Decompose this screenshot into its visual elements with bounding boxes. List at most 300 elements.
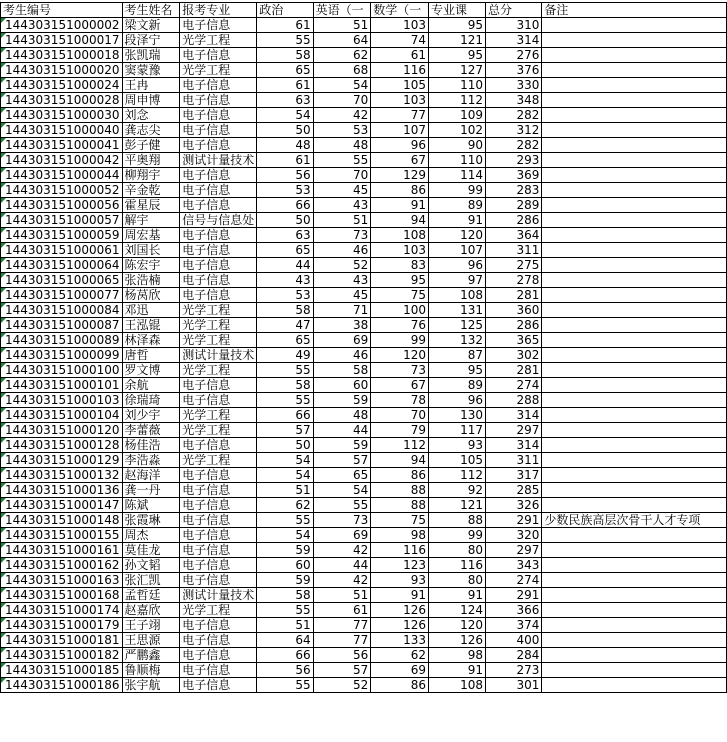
note-cell[interactable] [542, 588, 727, 603]
math-cell[interactable]: 95 [371, 273, 429, 288]
politics-cell[interactable]: 59 [257, 543, 313, 558]
major-cell[interactable]: 电子信息 [180, 18, 257, 33]
total-cell[interactable]: 273 [486, 663, 542, 678]
politics-cell[interactable]: 54 [257, 108, 313, 123]
politics-cell[interactable]: 54 [257, 528, 313, 543]
major-course-cell[interactable]: 98 [429, 648, 486, 663]
politics-cell[interactable]: 66 [257, 198, 313, 213]
major-course-cell[interactable]: 89 [429, 378, 486, 393]
name-cell[interactable]: 刘少宇 [122, 408, 180, 423]
total-cell[interactable]: 293 [486, 153, 542, 168]
note-cell[interactable] [542, 663, 727, 678]
math-cell[interactable]: 86 [371, 678, 429, 693]
math-cell[interactable]: 105 [371, 78, 429, 93]
major-cell[interactable]: 电子信息 [180, 618, 257, 633]
note-cell[interactable] [542, 213, 727, 228]
name-cell[interactable]: 余航 [122, 378, 180, 393]
major-course-cell[interactable]: 95 [429, 48, 486, 63]
politics-cell[interactable]: 47 [257, 318, 313, 333]
english-cell[interactable]: 61 [313, 603, 371, 618]
name-cell[interactable]: 柳翔宇 [122, 168, 180, 183]
total-cell[interactable]: 311 [486, 243, 542, 258]
name-cell[interactable]: 刘念 [122, 108, 180, 123]
total-cell[interactable]: 374 [486, 618, 542, 633]
name-cell[interactable]: 陈宏宇 [122, 258, 180, 273]
total-cell[interactable]: 314 [486, 438, 542, 453]
math-cell[interactable]: 78 [371, 393, 429, 408]
politics-cell[interactable]: 43 [257, 273, 313, 288]
note-cell[interactable] [542, 63, 727, 78]
major-cell[interactable]: 测试计量技术 [180, 588, 257, 603]
major-course-cell[interactable]: 125 [429, 318, 486, 333]
total-cell[interactable]: 301 [486, 678, 542, 693]
header-cell-major-course[interactable]: 专业课 [429, 3, 486, 18]
exam-id-cell[interactable]: 144303151000089 [1, 333, 123, 348]
major-course-cell[interactable]: 131 [429, 303, 486, 318]
note-cell[interactable] [542, 573, 727, 588]
politics-cell[interactable]: 66 [257, 648, 313, 663]
exam-id-cell[interactable]: 144303151000044 [1, 168, 123, 183]
name-cell[interactable]: 周杰 [122, 528, 180, 543]
major-cell[interactable]: 光学工程 [180, 453, 257, 468]
name-cell[interactable]: 龚志尖 [122, 123, 180, 138]
header-cell-name[interactable]: 考生姓名 [122, 3, 180, 18]
major-cell[interactable]: 电子信息 [180, 438, 257, 453]
note-cell[interactable] [542, 423, 727, 438]
total-cell[interactable]: 376 [486, 63, 542, 78]
name-cell[interactable]: 霍星辰 [122, 198, 180, 213]
note-cell[interactable] [542, 348, 727, 363]
major-cell[interactable]: 电子信息 [180, 288, 257, 303]
name-cell[interactable]: 孟哲廷 [122, 588, 180, 603]
exam-id-cell[interactable]: 144303151000163 [1, 573, 123, 588]
major-course-cell[interactable]: 92 [429, 483, 486, 498]
math-cell[interactable]: 75 [371, 513, 429, 528]
major-cell[interactable]: 信号与信息处 [180, 213, 257, 228]
note-cell[interactable] [542, 33, 727, 48]
note-cell[interactable] [542, 558, 727, 573]
english-cell[interactable]: 42 [313, 543, 371, 558]
major-cell[interactable]: 光学工程 [180, 363, 257, 378]
math-cell[interactable]: 103 [371, 243, 429, 258]
major-cell[interactable]: 光学工程 [180, 303, 257, 318]
total-cell[interactable]: 291 [486, 588, 542, 603]
major-course-cell[interactable]: 91 [429, 588, 486, 603]
total-cell[interactable]: 285 [486, 483, 542, 498]
name-cell[interactable]: 张汇凯 [122, 573, 180, 588]
politics-cell[interactable]: 58 [257, 588, 313, 603]
name-cell[interactable]: 杨佳浩 [122, 438, 180, 453]
exam-id-cell[interactable]: 144303151000017 [1, 33, 123, 48]
politics-cell[interactable]: 58 [257, 378, 313, 393]
name-cell[interactable]: 龚一丹 [122, 483, 180, 498]
exam-id-cell[interactable]: 144303151000064 [1, 258, 123, 273]
politics-cell[interactable]: 50 [257, 438, 313, 453]
exam-id-cell[interactable]: 144303151000147 [1, 498, 123, 513]
major-course-cell[interactable]: 108 [429, 678, 486, 693]
name-cell[interactable]: 王冉 [122, 78, 180, 93]
name-cell[interactable]: 王思源 [122, 633, 180, 648]
header-cell-note[interactable]: 备注 [542, 3, 727, 18]
english-cell[interactable]: 51 [313, 588, 371, 603]
english-cell[interactable]: 38 [313, 318, 371, 333]
total-cell[interactable]: 343 [486, 558, 542, 573]
note-cell[interactable] [542, 243, 727, 258]
note-cell[interactable] [542, 153, 727, 168]
english-cell[interactable]: 48 [313, 138, 371, 153]
politics-cell[interactable]: 55 [257, 363, 313, 378]
english-cell[interactable]: 71 [313, 303, 371, 318]
major-course-cell[interactable]: 90 [429, 138, 486, 153]
note-cell[interactable] [542, 528, 727, 543]
major-course-cell[interactable]: 120 [429, 618, 486, 633]
major-cell[interactable]: 电子信息 [180, 183, 257, 198]
exam-id-cell[interactable]: 144303151000077 [1, 288, 123, 303]
major-course-cell[interactable]: 124 [429, 603, 486, 618]
note-cell[interactable]: 少数民族高层次骨干人才专项 [542, 513, 727, 528]
total-cell[interactable]: 314 [486, 33, 542, 48]
total-cell[interactable]: 297 [486, 423, 542, 438]
major-course-cell[interactable]: 89 [429, 198, 486, 213]
name-cell[interactable]: 辛金乾 [122, 183, 180, 198]
name-cell[interactable]: 梁文新 [122, 18, 180, 33]
major-cell[interactable]: 电子信息 [180, 468, 257, 483]
major-cell[interactable]: 电子信息 [180, 663, 257, 678]
exam-id-cell[interactable]: 144303151000162 [1, 558, 123, 573]
politics-cell[interactable]: 65 [257, 243, 313, 258]
math-cell[interactable]: 76 [371, 318, 429, 333]
total-cell[interactable]: 364 [486, 228, 542, 243]
name-cell[interactable]: 王子翊 [122, 618, 180, 633]
politics-cell[interactable]: 54 [257, 453, 313, 468]
exam-id-cell[interactable]: 144303151000099 [1, 348, 123, 363]
exam-id-cell[interactable]: 144303151000161 [1, 543, 123, 558]
major-cell[interactable]: 测试计量技术 [180, 348, 257, 363]
total-cell[interactable]: 289 [486, 198, 542, 213]
english-cell[interactable]: 68 [313, 63, 371, 78]
note-cell[interactable] [542, 288, 727, 303]
major-course-cell[interactable]: 114 [429, 168, 486, 183]
math-cell[interactable]: 96 [371, 138, 429, 153]
total-cell[interactable]: 291 [486, 513, 542, 528]
politics-cell[interactable]: 50 [257, 213, 313, 228]
english-cell[interactable]: 46 [313, 243, 371, 258]
note-cell[interactable] [542, 498, 727, 513]
major-course-cell[interactable]: 109 [429, 108, 486, 123]
major-course-cell[interactable]: 95 [429, 363, 486, 378]
major-course-cell[interactable]: 130 [429, 408, 486, 423]
total-cell[interactable]: 317 [486, 468, 542, 483]
exam-id-cell[interactable]: 144303151000181 [1, 633, 123, 648]
english-cell[interactable]: 55 [313, 498, 371, 513]
total-cell[interactable]: 360 [486, 303, 542, 318]
note-cell[interactable] [542, 483, 727, 498]
math-cell[interactable]: 112 [371, 438, 429, 453]
header-cell-politics[interactable]: 政治 [257, 3, 313, 18]
total-cell[interactable]: 297 [486, 543, 542, 558]
header-cell-total[interactable]: 总分 [486, 3, 542, 18]
major-cell[interactable]: 光学工程 [180, 318, 257, 333]
note-cell[interactable] [542, 363, 727, 378]
politics-cell[interactable]: 55 [257, 678, 313, 693]
math-cell[interactable]: 107 [371, 123, 429, 138]
name-cell[interactable]: 杨莴欣 [122, 288, 180, 303]
math-cell[interactable]: 86 [371, 468, 429, 483]
major-cell[interactable]: 电子信息 [180, 258, 257, 273]
english-cell[interactable]: 60 [313, 378, 371, 393]
politics-cell[interactable]: 49 [257, 348, 313, 363]
exam-id-cell[interactable]: 144303151000185 [1, 663, 123, 678]
english-cell[interactable]: 77 [313, 618, 371, 633]
english-cell[interactable]: 48 [313, 408, 371, 423]
note-cell[interactable] [542, 183, 727, 198]
name-cell[interactable]: 林泽森 [122, 333, 180, 348]
exam-id-cell[interactable]: 144303151000002 [1, 18, 123, 33]
exam-id-cell[interactable]: 144303151000148 [1, 513, 123, 528]
note-cell[interactable] [542, 393, 727, 408]
total-cell[interactable]: 282 [486, 108, 542, 123]
english-cell[interactable]: 44 [313, 423, 371, 438]
major-course-cell[interactable]: 120 [429, 228, 486, 243]
major-course-cell[interactable]: 110 [429, 78, 486, 93]
english-cell[interactable]: 59 [313, 393, 371, 408]
math-cell[interactable]: 116 [371, 63, 429, 78]
header-cell-english[interactable]: 英语（一 [313, 3, 371, 18]
exam-id-cell[interactable]: 144303151000120 [1, 423, 123, 438]
major-course-cell[interactable]: 121 [429, 498, 486, 513]
name-cell[interactable]: 解宇 [122, 213, 180, 228]
major-cell[interactable]: 光学工程 [180, 603, 257, 618]
name-cell[interactable]: 彭子健 [122, 138, 180, 153]
note-cell[interactable] [542, 648, 727, 663]
math-cell[interactable]: 103 [371, 18, 429, 33]
math-cell[interactable]: 79 [371, 423, 429, 438]
name-cell[interactable]: 李蕾薇 [122, 423, 180, 438]
name-cell[interactable]: 唐哲 [122, 348, 180, 363]
name-cell[interactable]: 莫佳龙 [122, 543, 180, 558]
major-course-cell[interactable]: 126 [429, 633, 486, 648]
english-cell[interactable]: 42 [313, 108, 371, 123]
math-cell[interactable]: 88 [371, 498, 429, 513]
math-cell[interactable]: 73 [371, 363, 429, 378]
politics-cell[interactable]: 56 [257, 663, 313, 678]
name-cell[interactable]: 周申博 [122, 93, 180, 108]
english-cell[interactable]: 73 [313, 228, 371, 243]
total-cell[interactable]: 284 [486, 648, 542, 663]
math-cell[interactable]: 67 [371, 378, 429, 393]
major-cell[interactable]: 电子信息 [180, 483, 257, 498]
english-cell[interactable]: 45 [313, 183, 371, 198]
major-course-cell[interactable]: 105 [429, 453, 486, 468]
name-cell[interactable]: 张浩楠 [122, 273, 180, 288]
politics-cell[interactable]: 66 [257, 408, 313, 423]
exam-id-cell[interactable]: 144303151000174 [1, 603, 123, 618]
math-cell[interactable]: 99 [371, 333, 429, 348]
math-cell[interactable]: 70 [371, 408, 429, 423]
total-cell[interactable]: 400 [486, 633, 542, 648]
math-cell[interactable]: 61 [371, 48, 429, 63]
math-cell[interactable]: 77 [371, 108, 429, 123]
politics-cell[interactable]: 56 [257, 168, 313, 183]
note-cell[interactable] [542, 123, 727, 138]
total-cell[interactable]: 281 [486, 363, 542, 378]
major-cell[interactable]: 电子信息 [180, 78, 257, 93]
total-cell[interactable]: 314 [486, 408, 542, 423]
exam-id-cell[interactable]: 144303151000186 [1, 678, 123, 693]
math-cell[interactable]: 93 [371, 573, 429, 588]
name-cell[interactable]: 平奥翔 [122, 153, 180, 168]
english-cell[interactable]: 52 [313, 258, 371, 273]
major-cell[interactable]: 电子信息 [180, 573, 257, 588]
total-cell[interactable]: 310 [486, 18, 542, 33]
major-course-cell[interactable]: 117 [429, 423, 486, 438]
english-cell[interactable]: 58 [313, 363, 371, 378]
note-cell[interactable] [542, 228, 727, 243]
exam-id-cell[interactable]: 144303151000030 [1, 108, 123, 123]
english-cell[interactable]: 51 [313, 18, 371, 33]
exam-id-cell[interactable]: 144303151000042 [1, 153, 123, 168]
major-course-cell[interactable]: 80 [429, 573, 486, 588]
english-cell[interactable]: 56 [313, 648, 371, 663]
exam-id-cell[interactable]: 144303151000182 [1, 648, 123, 663]
english-cell[interactable]: 70 [313, 168, 371, 183]
major-course-cell[interactable]: 93 [429, 438, 486, 453]
politics-cell[interactable]: 65 [257, 63, 313, 78]
name-cell[interactable]: 罗文博 [122, 363, 180, 378]
major-course-cell[interactable]: 91 [429, 213, 486, 228]
math-cell[interactable]: 91 [371, 198, 429, 213]
major-cell[interactable]: 电子信息 [180, 168, 257, 183]
total-cell[interactable]: 311 [486, 453, 542, 468]
major-course-cell[interactable]: 116 [429, 558, 486, 573]
english-cell[interactable]: 54 [313, 483, 371, 498]
politics-cell[interactable]: 55 [257, 33, 313, 48]
major-course-cell[interactable]: 99 [429, 528, 486, 543]
politics-cell[interactable]: 59 [257, 573, 313, 588]
major-cell[interactable]: 光学工程 [180, 63, 257, 78]
math-cell[interactable]: 108 [371, 228, 429, 243]
exam-id-cell[interactable]: 144303151000061 [1, 243, 123, 258]
total-cell[interactable]: 366 [486, 603, 542, 618]
total-cell[interactable]: 274 [486, 573, 542, 588]
math-cell[interactable]: 103 [371, 93, 429, 108]
english-cell[interactable]: 69 [313, 333, 371, 348]
math-cell[interactable]: 116 [371, 543, 429, 558]
note-cell[interactable] [542, 198, 727, 213]
name-cell[interactable]: 李浩淼 [122, 453, 180, 468]
header-cell-math[interactable]: 数学（一 [371, 3, 429, 18]
exam-id-cell[interactable]: 144303151000024 [1, 78, 123, 93]
politics-cell[interactable]: 53 [257, 183, 313, 198]
total-cell[interactable]: 330 [486, 78, 542, 93]
politics-cell[interactable]: 57 [257, 423, 313, 438]
politics-cell[interactable]: 61 [257, 153, 313, 168]
note-cell[interactable] [542, 48, 727, 63]
major-course-cell[interactable]: 80 [429, 543, 486, 558]
major-cell[interactable]: 电子信息 [180, 123, 257, 138]
math-cell[interactable]: 91 [371, 588, 429, 603]
note-cell[interactable] [542, 408, 727, 423]
exam-id-cell[interactable]: 144303151000129 [1, 453, 123, 468]
total-cell[interactable]: 320 [486, 528, 542, 543]
politics-cell[interactable]: 51 [257, 618, 313, 633]
major-cell[interactable]: 电子信息 [180, 633, 257, 648]
english-cell[interactable]: 53 [313, 123, 371, 138]
total-cell[interactable]: 365 [486, 333, 542, 348]
politics-cell[interactable]: 63 [257, 228, 313, 243]
exam-id-cell[interactable]: 144303151000020 [1, 63, 123, 78]
math-cell[interactable]: 86 [371, 183, 429, 198]
exam-id-cell[interactable]: 144303151000179 [1, 618, 123, 633]
politics-cell[interactable]: 61 [257, 78, 313, 93]
major-course-cell[interactable]: 108 [429, 288, 486, 303]
math-cell[interactable]: 126 [371, 618, 429, 633]
total-cell[interactable]: 283 [486, 183, 542, 198]
major-course-cell[interactable]: 112 [429, 468, 486, 483]
politics-cell[interactable]: 55 [257, 513, 313, 528]
math-cell[interactable]: 94 [371, 453, 429, 468]
english-cell[interactable]: 64 [313, 33, 371, 48]
major-course-cell[interactable]: 107 [429, 243, 486, 258]
politics-cell[interactable]: 60 [257, 558, 313, 573]
english-cell[interactable]: 46 [313, 348, 371, 363]
total-cell[interactable]: 312 [486, 123, 542, 138]
name-cell[interactable]: 严鹏鑫 [122, 648, 180, 663]
politics-cell[interactable]: 58 [257, 303, 313, 318]
math-cell[interactable]: 75 [371, 288, 429, 303]
name-cell[interactable]: 赵嘉欣 [122, 603, 180, 618]
major-cell[interactable]: 光学工程 [180, 333, 257, 348]
math-cell[interactable]: 120 [371, 348, 429, 363]
note-cell[interactable] [542, 108, 727, 123]
major-cell[interactable]: 电子信息 [180, 513, 257, 528]
math-cell[interactable]: 83 [371, 258, 429, 273]
major-course-cell[interactable]: 112 [429, 93, 486, 108]
english-cell[interactable]: 57 [313, 663, 371, 678]
major-cell[interactable]: 光学工程 [180, 423, 257, 438]
major-course-cell[interactable]: 102 [429, 123, 486, 138]
note-cell[interactable] [542, 378, 727, 393]
name-cell[interactable]: 孙文韬 [122, 558, 180, 573]
math-cell[interactable]: 123 [371, 558, 429, 573]
math-cell[interactable]: 69 [371, 663, 429, 678]
politics-cell[interactable]: 51 [257, 483, 313, 498]
english-cell[interactable]: 42 [313, 573, 371, 588]
major-cell[interactable]: 测试计量技术 [180, 153, 257, 168]
major-cell[interactable]: 电子信息 [180, 108, 257, 123]
major-course-cell[interactable]: 87 [429, 348, 486, 363]
name-cell[interactable]: 邓迅 [122, 303, 180, 318]
politics-cell[interactable]: 65 [257, 333, 313, 348]
exam-id-cell[interactable]: 144303151000100 [1, 363, 123, 378]
math-cell[interactable]: 62 [371, 648, 429, 663]
exam-id-cell[interactable]: 144303151000065 [1, 273, 123, 288]
english-cell[interactable]: 77 [313, 633, 371, 648]
name-cell[interactable]: 周宏基 [122, 228, 180, 243]
english-cell[interactable]: 45 [313, 288, 371, 303]
english-cell[interactable]: 44 [313, 558, 371, 573]
name-cell[interactable]: 徐瑞琦 [122, 393, 180, 408]
english-cell[interactable]: 65 [313, 468, 371, 483]
politics-cell[interactable]: 48 [257, 138, 313, 153]
exam-id-cell[interactable]: 144303151000155 [1, 528, 123, 543]
exam-id-cell[interactable]: 144303151000056 [1, 198, 123, 213]
note-cell[interactable] [542, 438, 727, 453]
major-cell[interactable]: 电子信息 [180, 648, 257, 663]
total-cell[interactable]: 286 [486, 318, 542, 333]
major-course-cell[interactable]: 110 [429, 153, 486, 168]
major-cell[interactable]: 电子信息 [180, 528, 257, 543]
